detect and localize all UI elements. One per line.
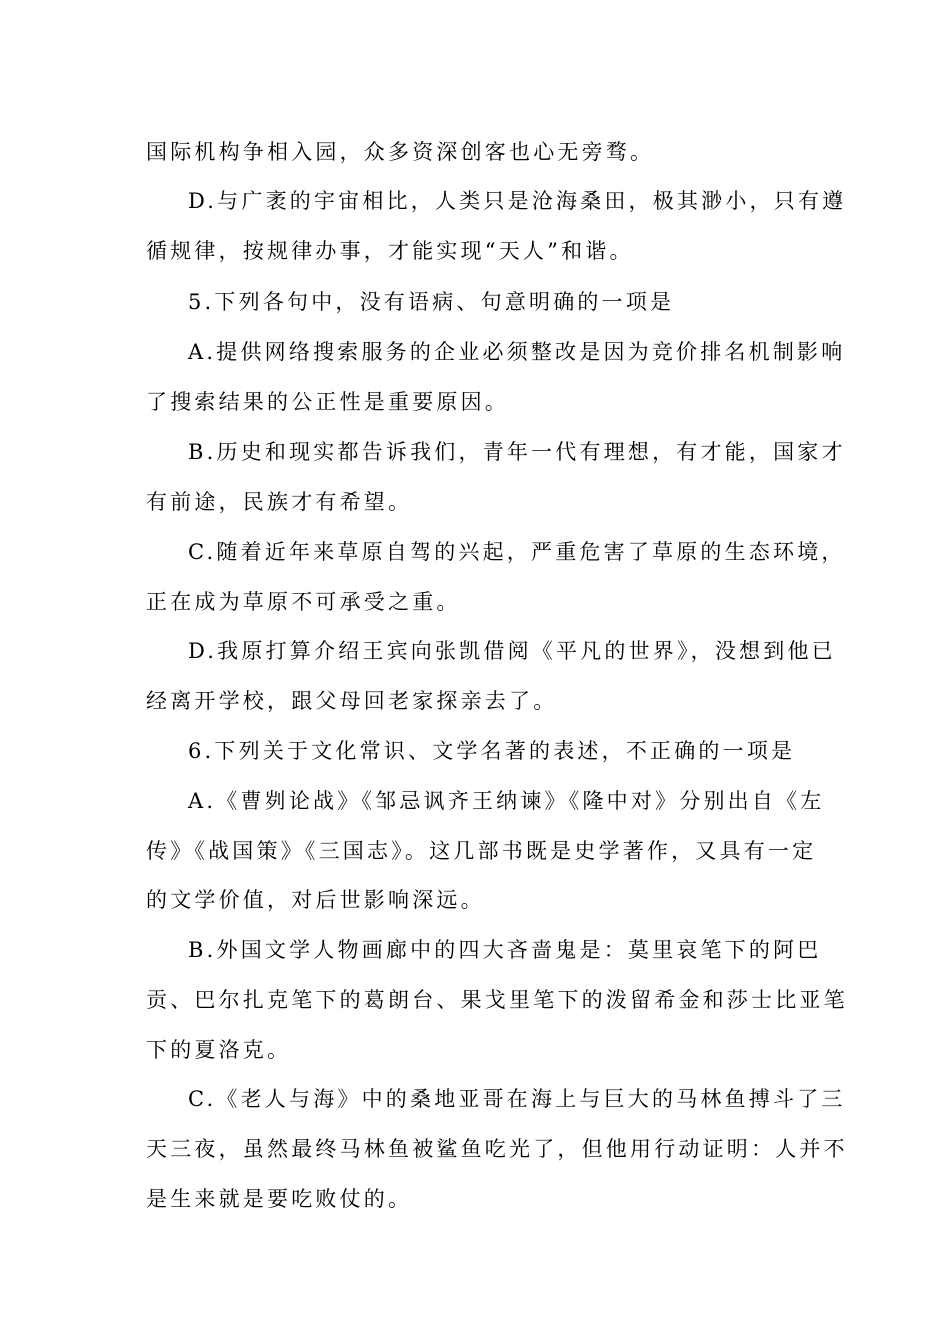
text-line-22: 是生来就是要吃败仗的。: [146, 1187, 413, 1211]
text-line-1: 国际机构争相入园，众多资深创客也心无旁骛。: [146, 140, 655, 164]
question-5-option-b: B.历史和现实都告诉我们，青年一代有理想，有才能，国家才: [188, 440, 846, 464]
question-5-option-c: C.随着近年来草原自驾的兴起，严重危害了草原的生态环境，: [188, 540, 846, 564]
question-5-option-a: A.提供网络搜索服务的企业必须整改是因为竞价排名机制影响: [188, 340, 846, 364]
text-line-15: 传》《战国策》《三国志》。这几部书既是史学著作，又具有一定: [146, 839, 817, 863]
text-line-10: 正在成为草原不可承受之重。: [146, 590, 461, 614]
text-line-16: 的文学价值，对后世影响深远。: [146, 888, 485, 912]
question-5-stem: 5.下列各句中，没有语病、句意明确的一项是: [188, 290, 675, 314]
text-line-12: 经离开学校，跟父母回老家探亲去了。: [146, 689, 558, 713]
question-6-option-b: B.外国文学人物画廊中的四大吝啬鬼是：莫里哀笔下的阿巴: [188, 938, 822, 962]
question-6-option-a: A.《曹刿论战》《邹忌讽齐王纳谏》《隆中对》分别出自《左: [188, 789, 825, 813]
text-line-6: 了搜索结果的公正性是重要原因。: [146, 390, 509, 414]
text-line-2: D.与广袤的宇宙相比，人类只是沧海桑田，极其渺小，只有遵: [188, 189, 847, 213]
question-6-stem: 6.下列关于文化常识、文学名著的表述，不正确的一项是: [188, 739, 796, 763]
question-6-option-c: C.《老人与海》中的桑地亚哥在海上与巨大的马林鱼搏斗了三: [188, 1087, 846, 1111]
text-line-3: 循规律，按规律办事，才能实现“天人”和谐。: [146, 239, 634, 263]
text-line-21: 天三夜，虽然最终马林鱼被鲨鱼吃光了，但他用行动证明：人并不: [146, 1137, 848, 1161]
text-line-19: 下的夏洛克。: [146, 1038, 292, 1062]
text-line-18: 贡、巴尔扎克笔下的葛朗台、果戈里笔下的泼留希金和莎士比亚笔: [146, 988, 848, 1012]
question-5-option-d: D.我原打算介绍王宾向张凯借阅《平凡的世界》，没想到他已: [188, 639, 836, 663]
text-line-8: 有前途，民族才有希望。: [146, 490, 413, 514]
